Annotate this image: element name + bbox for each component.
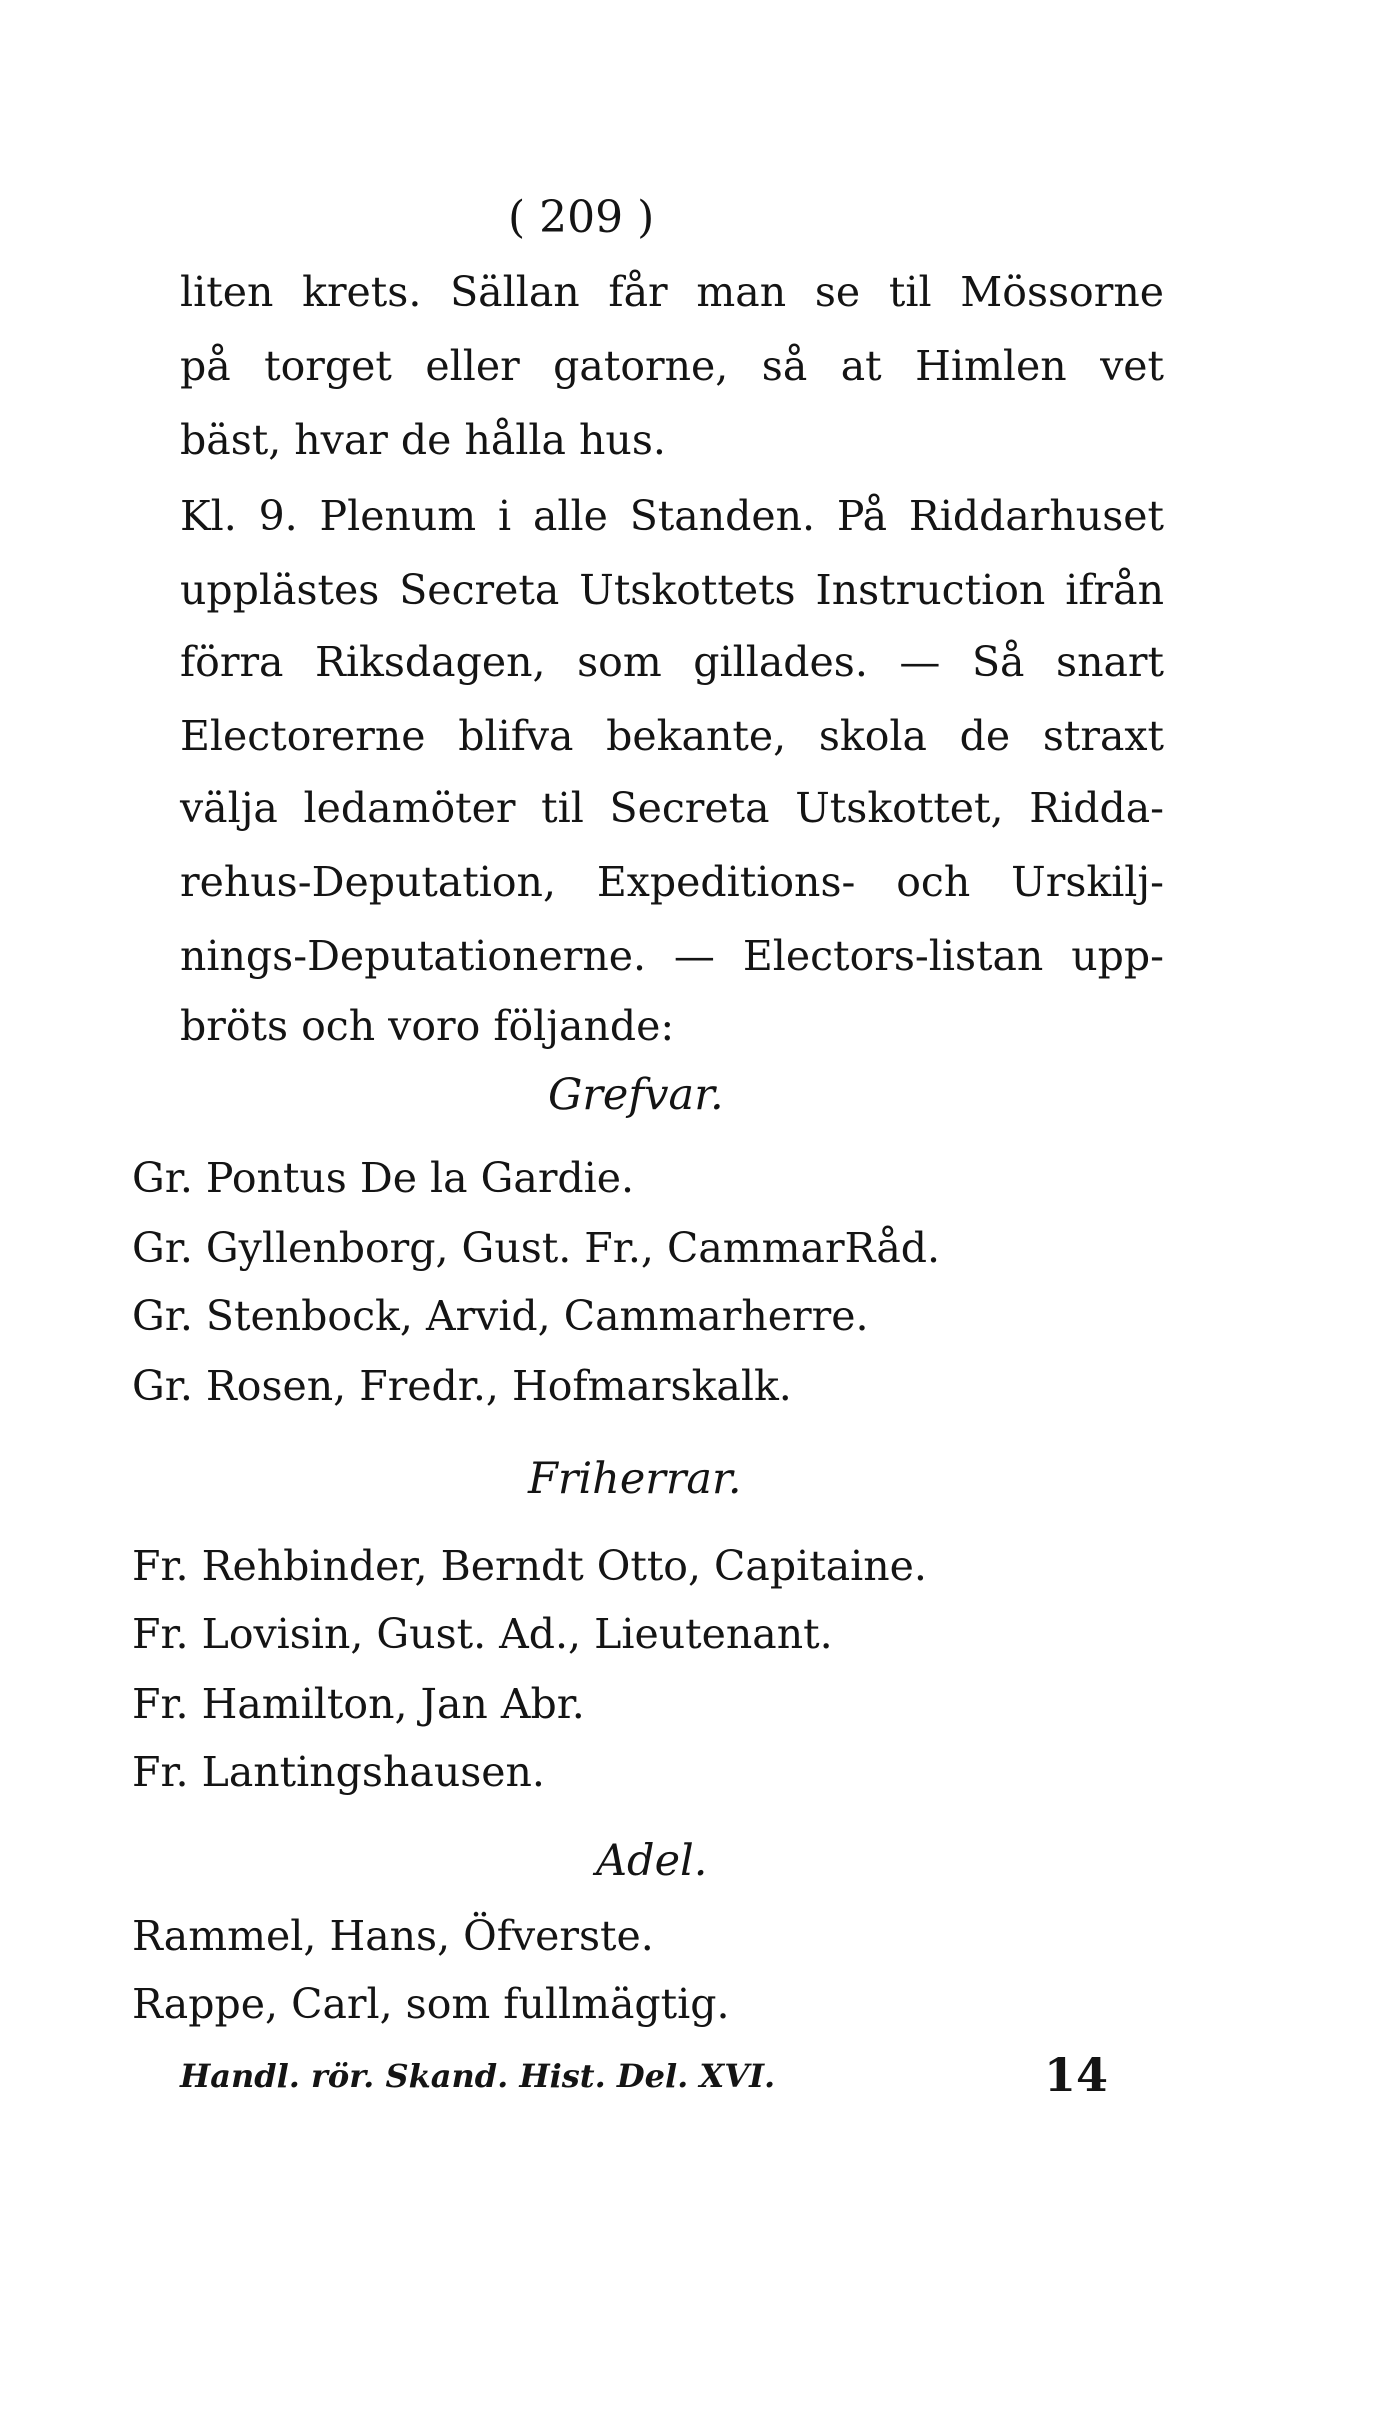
text-line: välja ledamöter til Secreta Utskottet, Ridda- [180, 784, 1164, 832]
text-line: rehus-Deputation, Expeditions- och Urskilj- [180, 858, 1164, 906]
section-heading: Adel. [596, 1836, 708, 1886]
footer-signature-mark: 14 [1044, 2048, 1109, 2102]
page-header: ( 209 ) [508, 192, 655, 243]
list-item: Fr. Lantingshausen. [132, 1748, 545, 1796]
text-line: bäst, hvar de hålla hus. [180, 416, 666, 464]
text-line: på torget eller gatorne, så at Himlen vet [180, 342, 1164, 390]
list-item: Fr. Rehbinder, Berndt Otto, Capitaine. [132, 1542, 927, 1590]
list-item: Gr. Rosen, Fredr., Hofmarskalk. [132, 1362, 792, 1410]
list-item: Fr. Hamilton, Jan Abr. [132, 1680, 585, 1728]
text-line: upplästes Secreta Utskottets Instruction ifrån [180, 566, 1164, 614]
text-line: Kl. 9. Plenum i alle Standen. På Riddarhuset [180, 492, 1164, 540]
list-item: Rappe, Carl, som fullmägtig. [132, 1980, 730, 2028]
text-line: nings-Deputationerne. — Electors-listan upp- [180, 932, 1164, 980]
text-line: bröts och voro följande: [180, 1002, 675, 1050]
list-item: Fr. Lovisin, Gust. Ad., Lieutenant. [132, 1610, 833, 1658]
list-item: Rammel, Hans, Öfverste. [132, 1912, 654, 1960]
list-item: Gr. Stenbock, Arvid, Cammarherre. [132, 1292, 869, 1340]
list-item: Gr. Gyllenborg, Gust. Fr., CammarRåd. [132, 1224, 941, 1272]
list-item: Gr. Pontus De la Gardie. [132, 1154, 635, 1202]
text-line: liten krets. Sällan får man se til Mössorne [180, 268, 1164, 316]
text-line: Electorerne blifva bekante, skola de straxt [180, 712, 1164, 760]
section-heading: Grefvar. [548, 1070, 724, 1120]
section-heading: Friherrar. [528, 1454, 742, 1504]
text-line: förra Riksdagen, som gillades. — Så snart [180, 638, 1164, 686]
footer-signature-line: Handl. rör. Skand. Hist. Del. XVI. [180, 2057, 776, 2095]
